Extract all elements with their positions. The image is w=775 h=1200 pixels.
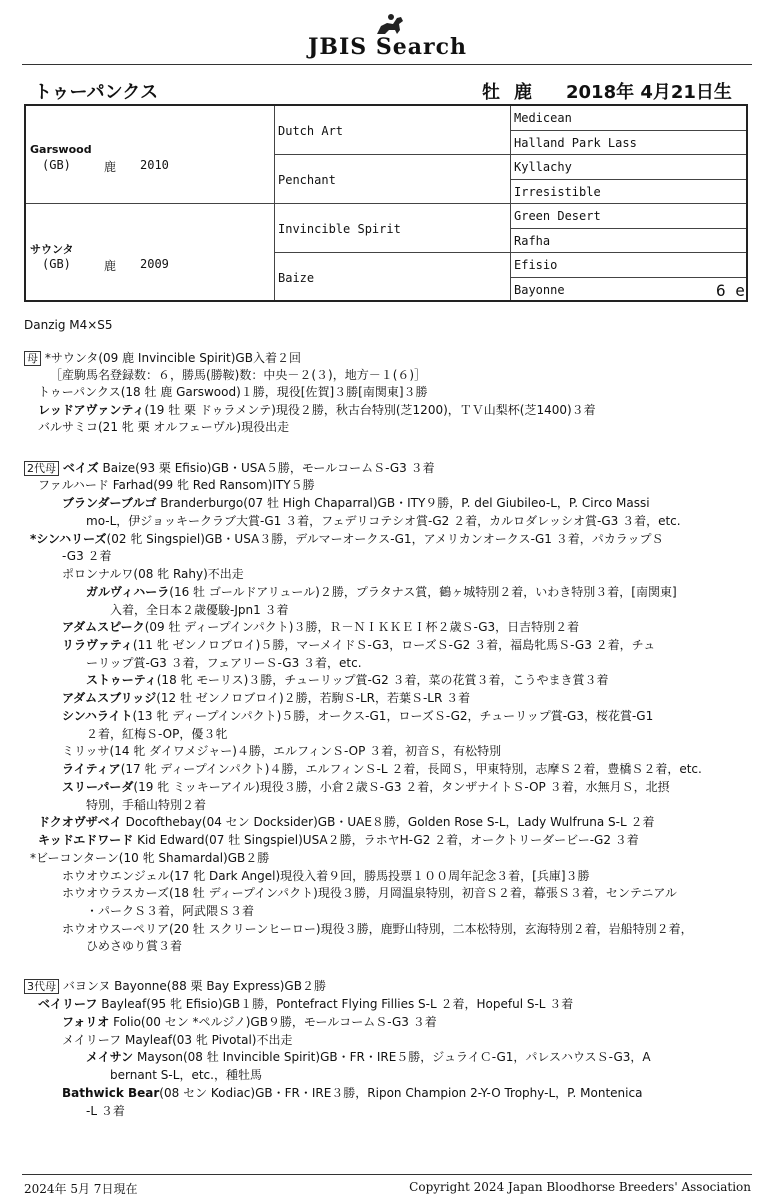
horse-link[interactable]: アダムスピーク	[62, 620, 145, 634]
progeny-line	[62, 707, 653, 724]
line-text: ファルハード Farhad(99 牝 Red Ransom)ITY５勝	[38, 478, 315, 492]
progeny-line	[86, 902, 254, 919]
line-text: (18 牝 モーリス)３勝，チューリップ賞-G2 ３着，菜の花賞３着，こうやまき賞３着	[156, 673, 609, 687]
horse-link[interactable]: キッドエドワード	[38, 833, 134, 847]
progeny-line	[86, 671, 609, 688]
line-text: トゥーパンクス(18 牡 鹿 Garswood)１勝，現役[佐賀]３勝[南関東]３勝	[38, 385, 428, 399]
progeny-line	[38, 476, 315, 493]
line-text: (02 牝 Singspiel)GB・USA３勝，デルマーオークス-G1，アメリカンオークス-G1 ３着，パカラップＳ	[106, 532, 664, 546]
horse-link[interactable]: ベイズ	[62, 461, 99, 475]
horse-name: トゥーパンクス	[34, 82, 159, 103]
progeny-line	[110, 601, 289, 618]
horse-color: 鹿	[514, 82, 532, 103]
progeny-line	[30, 849, 269, 866]
site-logo[interactable]	[0, 6, 775, 60]
line-text: ・パークＳ３着，阿武隈Ｓ３着	[86, 904, 255, 918]
progeny-line	[86, 654, 362, 671]
progeny-line	[30, 530, 663, 547]
dam-year: 2009	[140, 257, 169, 271]
horse-link[interactable]: ライティア	[62, 762, 121, 776]
horse-link[interactable]: レッドアヴァンティ	[38, 403, 145, 417]
pedigree-g3-4[interactable]: Irresistible	[514, 185, 601, 199]
sire-year: 2010	[140, 158, 169, 172]
line-text: Docofthebay(04 セン Docksider)GB・UAE８勝，Golden Rose S-L，Lady Wulfruna S-L ２着	[121, 815, 655, 829]
progeny-line	[62, 689, 470, 706]
pedigree-g2-2[interactable]: Penchant	[278, 173, 336, 187]
horse-link[interactable]: シンハライト	[62, 709, 133, 723]
line-text: -G3 ２着	[62, 549, 112, 563]
dam-origin: (GB)	[42, 257, 71, 271]
horse-birth: 2018年 4月21日生	[566, 82, 732, 103]
pedigree-g3-7[interactable]: Efisio	[514, 258, 558, 272]
progeny-line	[62, 778, 670, 795]
progeny-line	[86, 937, 182, 954]
footer-copyright: Copyright 2024 Japan Bloodhorse Breeders' Association	[409, 1180, 751, 1194]
line-text: バルサミコ(21 牝 栗 オルフェーヴル)現役出走	[38, 420, 290, 434]
line-text: (19 牡 栗 ドゥラメンテ)現役２勝，秋古台特別(芝1200)，ＴＶ山梨杯(芝1400)３着	[144, 403, 596, 417]
progeny-line	[110, 1066, 262, 1083]
progeny-line	[24, 349, 301, 366]
horse-link[interactable]: ドクオヴザベイ	[38, 815, 122, 829]
line-text: Folio(00 セン *ペルジノ)GB９勝，モールコームＳ-G3 ３着	[109, 1015, 437, 1029]
progeny-line	[62, 920, 693, 937]
line-text: *サウンタ(09 鹿 Invincible Spirit)GB入着２回	[44, 351, 301, 365]
footer-date: 2024年 5月 7日現在	[24, 1182, 138, 1196]
horse-link[interactable]: フォリオ	[62, 1015, 110, 1029]
line-text: (13 牝 ディープインパクト)５勝，オークス-G1，ローズＳ-G2，チューリップ賞-G3，桜花賞-G1	[132, 709, 654, 723]
pedigree-g3-5[interactable]: Green Desert	[514, 209, 601, 223]
logo-text: JBIS Search	[308, 34, 467, 60]
pedigree-g2-1[interactable]: Dutch Art	[278, 124, 344, 138]
line-text: *ビーコンターン(10 牝 Shamardal)GB２勝	[30, 851, 270, 865]
sire-origin: (GB)	[42, 158, 71, 172]
progeny-line	[62, 565, 244, 582]
line-text: ーリップ賞-G3 ３着，フェアリーＳ-G3 ３着，etc.	[86, 656, 362, 670]
progeny-line	[62, 1013, 437, 1030]
horse-link[interactable]: メイサン	[86, 1050, 134, 1064]
pedigree-g3-6[interactable]: Rafha	[514, 234, 551, 248]
line-text: mo-L，伊ジョッキークラブ大賞-G1 ３着，フェデリコテシオ賞-G2 ２着，カルロダレッシオ賞-G3 ３着，etc.	[86, 514, 681, 528]
pedigree-g2-4[interactable]: Baize	[278, 271, 315, 285]
progeny-line	[86, 1048, 651, 1065]
pedigree-table	[24, 104, 748, 302]
progeny-line	[62, 867, 590, 884]
horse-link[interactable]: リラヴァティ	[62, 638, 133, 652]
line-text: バヨンヌ Bayonne(88 栗 Bay Express)GB２勝	[62, 979, 326, 993]
horse-link[interactable]: Bathwick Bear	[62, 1086, 160, 1100]
generation-tag: 母	[24, 351, 41, 366]
line-text: ホウオウエンジェル(17 牝 Dark Angel)現役入着９回，勝馬投票１００周年記念３着，[兵庫]３勝	[62, 869, 590, 883]
progeny-line	[86, 1102, 125, 1119]
line-text: (08 セン Kodiac)GB・FR・IRE３勝，Ripon Champion 2-Y-O Trophy-L，P. Montenica	[159, 1086, 643, 1100]
progeny-line	[38, 831, 639, 848]
footer-rule	[22, 1174, 752, 1175]
line-text: -L ３着	[86, 1104, 125, 1118]
progeny-line	[38, 995, 573, 1012]
line-text: ホウオウラスカーズ(18 牡 ディープインパクト)現役３勝，月岡温泉特別，初音Ｓ２着，幕張Ｓ３着，センテニアル	[62, 886, 677, 900]
progeny-line	[62, 618, 579, 635]
progeny-line	[38, 401, 596, 418]
generation-tag: 2代母	[24, 461, 59, 476]
horse-link[interactable]: ブランダーブルゴ	[62, 496, 157, 510]
line-text: (12 牡 ゼンノロブロイ)２勝，若駒Ｓ-LR，若葉Ｓ-LR ３着	[156, 691, 471, 705]
progeny-line	[86, 583, 677, 600]
line-text: (16 牡 ゴールドアリュール)２勝，プラタナス賞，鶴ヶ城特別２着，いわき特別３着，[南関東]	[169, 585, 677, 599]
pedigree-g2-3[interactable]: Invincible Spirit	[278, 222, 401, 236]
progeny-line	[86, 796, 206, 813]
progeny-line	[38, 418, 289, 435]
pedigree-g3-1[interactable]: Medicean	[514, 111, 572, 125]
progeny-line	[62, 547, 112, 564]
line-text: 特別，手稲山特別２着	[86, 798, 207, 812]
horse-sex: 牡	[482, 82, 500, 103]
header-rule	[22, 64, 752, 65]
progeny-line	[38, 813, 654, 830]
horse-link[interactable]: ガルヴィハーラ	[86, 585, 170, 599]
line-text: ［産駒馬名登録数：６，勝馬(勝鞍)数：中央－２(３)，地方－１(６)］	[50, 368, 427, 382]
line-text: ホウオウスーペリア(20 牡 スクリーンヒーロー)現役３勝，鹿野山特別，二本松特別，玄海特別２着，岩船特別２着，	[62, 922, 693, 936]
horse-link[interactable]: *シンハリーズ	[30, 532, 107, 546]
pedigree-g3-2[interactable]: Halland Park Lass	[514, 136, 637, 150]
progeny-line	[62, 742, 501, 759]
line-text: (09 牡 ディープインパクト)３勝，Ｒ－ＮＩＫＫＥＩ杯２歳Ｓ-G3，日吉特別２着	[144, 620, 580, 634]
inbreeding-note: Danzig M4×S5	[24, 318, 113, 332]
line-text: (17 牝 ディープインパクト)４勝，エルフィンＳ-L ２着，長岡Ｓ，甲東特別，志摩Ｓ２着，豊橋Ｓ２着，etc.	[120, 762, 702, 776]
progeny-line	[62, 1084, 642, 1101]
line-text: Baize(93 栗 Efisio)GB・USA５勝，モールコームＳ-G3 ３着	[98, 461, 435, 475]
line-text: bernant S-L，etc.，種牡馬	[110, 1068, 262, 1082]
line-text: ミリッサ(14 牝 ダイワメジャー)４勝，エルフィンＳ-OP ３着，初音Ｓ，有松特別	[62, 744, 502, 758]
progeny-line	[38, 383, 428, 400]
pedigree-g3-8[interactable]: Bayonne	[514, 283, 565, 297]
progeny-line	[62, 636, 655, 653]
progeny-line	[86, 512, 681, 529]
progeny-line	[62, 760, 702, 777]
line-text: (19 牝 ミッキーアイル)現役３勝，小倉２歳Ｓ-G3 ２着，タンザナイトＳ-OP ３着，水無月Ｓ，北摂	[133, 780, 670, 794]
generation-tag: 3代母	[24, 979, 59, 994]
progeny-line	[50, 366, 426, 383]
line-text: ２着，紅梅Ｓ-OP，優３牝	[86, 727, 228, 741]
dam-color: 鹿	[104, 259, 117, 273]
progeny-line	[62, 494, 650, 511]
line-text: Bayleaf(95 牝 Efisio)GB１勝，Pontefract Flying Fillies S-L ２着，Hopeful S-L ３着	[97, 997, 574, 1011]
progeny-line	[86, 725, 227, 742]
dam-name[interactable]: サウンタ	[30, 243, 74, 256]
line-text: Kid Edward(07 牡 Singspiel)USA２勝，ラホヤH-G2 ２着，オークトリーダービー-G2 ３着	[133, 833, 639, 847]
progeny-line	[24, 977, 326, 994]
line-text: メイリーフ Mayleaf(03 牝 Pivotal)不出走	[62, 1033, 293, 1047]
line-text: (11 牝 ゼンノロブロイ)５勝，マーメイドＳ-G3，ローズＳ-G2 ３着，福島牝馬Ｓ-G3 ２着，チュ	[132, 638, 656, 652]
line-text: ポロンナルワ(08 牝 Rahy)不出走	[62, 567, 244, 581]
family-number: 6 e	[716, 281, 745, 300]
line-text: ひめさゆり賞３着	[86, 939, 183, 953]
progeny-line	[62, 1031, 292, 1048]
line-text: Branderburgo(07 牡 High Chaparral)GB・ITY９勝，P. del Giubileo-L，P. Circo Massi	[156, 496, 650, 510]
horse-link[interactable]: スリーパーダ	[62, 780, 134, 794]
sire-name[interactable]: Garswood	[30, 143, 92, 156]
progeny-line	[62, 884, 677, 901]
sire-color: 鹿	[104, 160, 117, 174]
horse-link[interactable]: アダムスブリッジ	[62, 691, 157, 705]
line-text: 入着，全日本２歳優駿-Jpn1 ３着	[110, 603, 289, 617]
horse-link[interactable]: ベイリーフ	[38, 997, 98, 1011]
pedigree-g3-3[interactable]: Kyllachy	[514, 160, 572, 174]
progeny-line	[24, 459, 435, 476]
horse-link[interactable]: ストゥーティ	[86, 673, 157, 687]
line-text: Mayson(08 牡 Invincible Spirit)GB・FR・IRE５勝，ジュライＣ-G1，パレスハウスＳ-G3，A	[133, 1050, 651, 1064]
